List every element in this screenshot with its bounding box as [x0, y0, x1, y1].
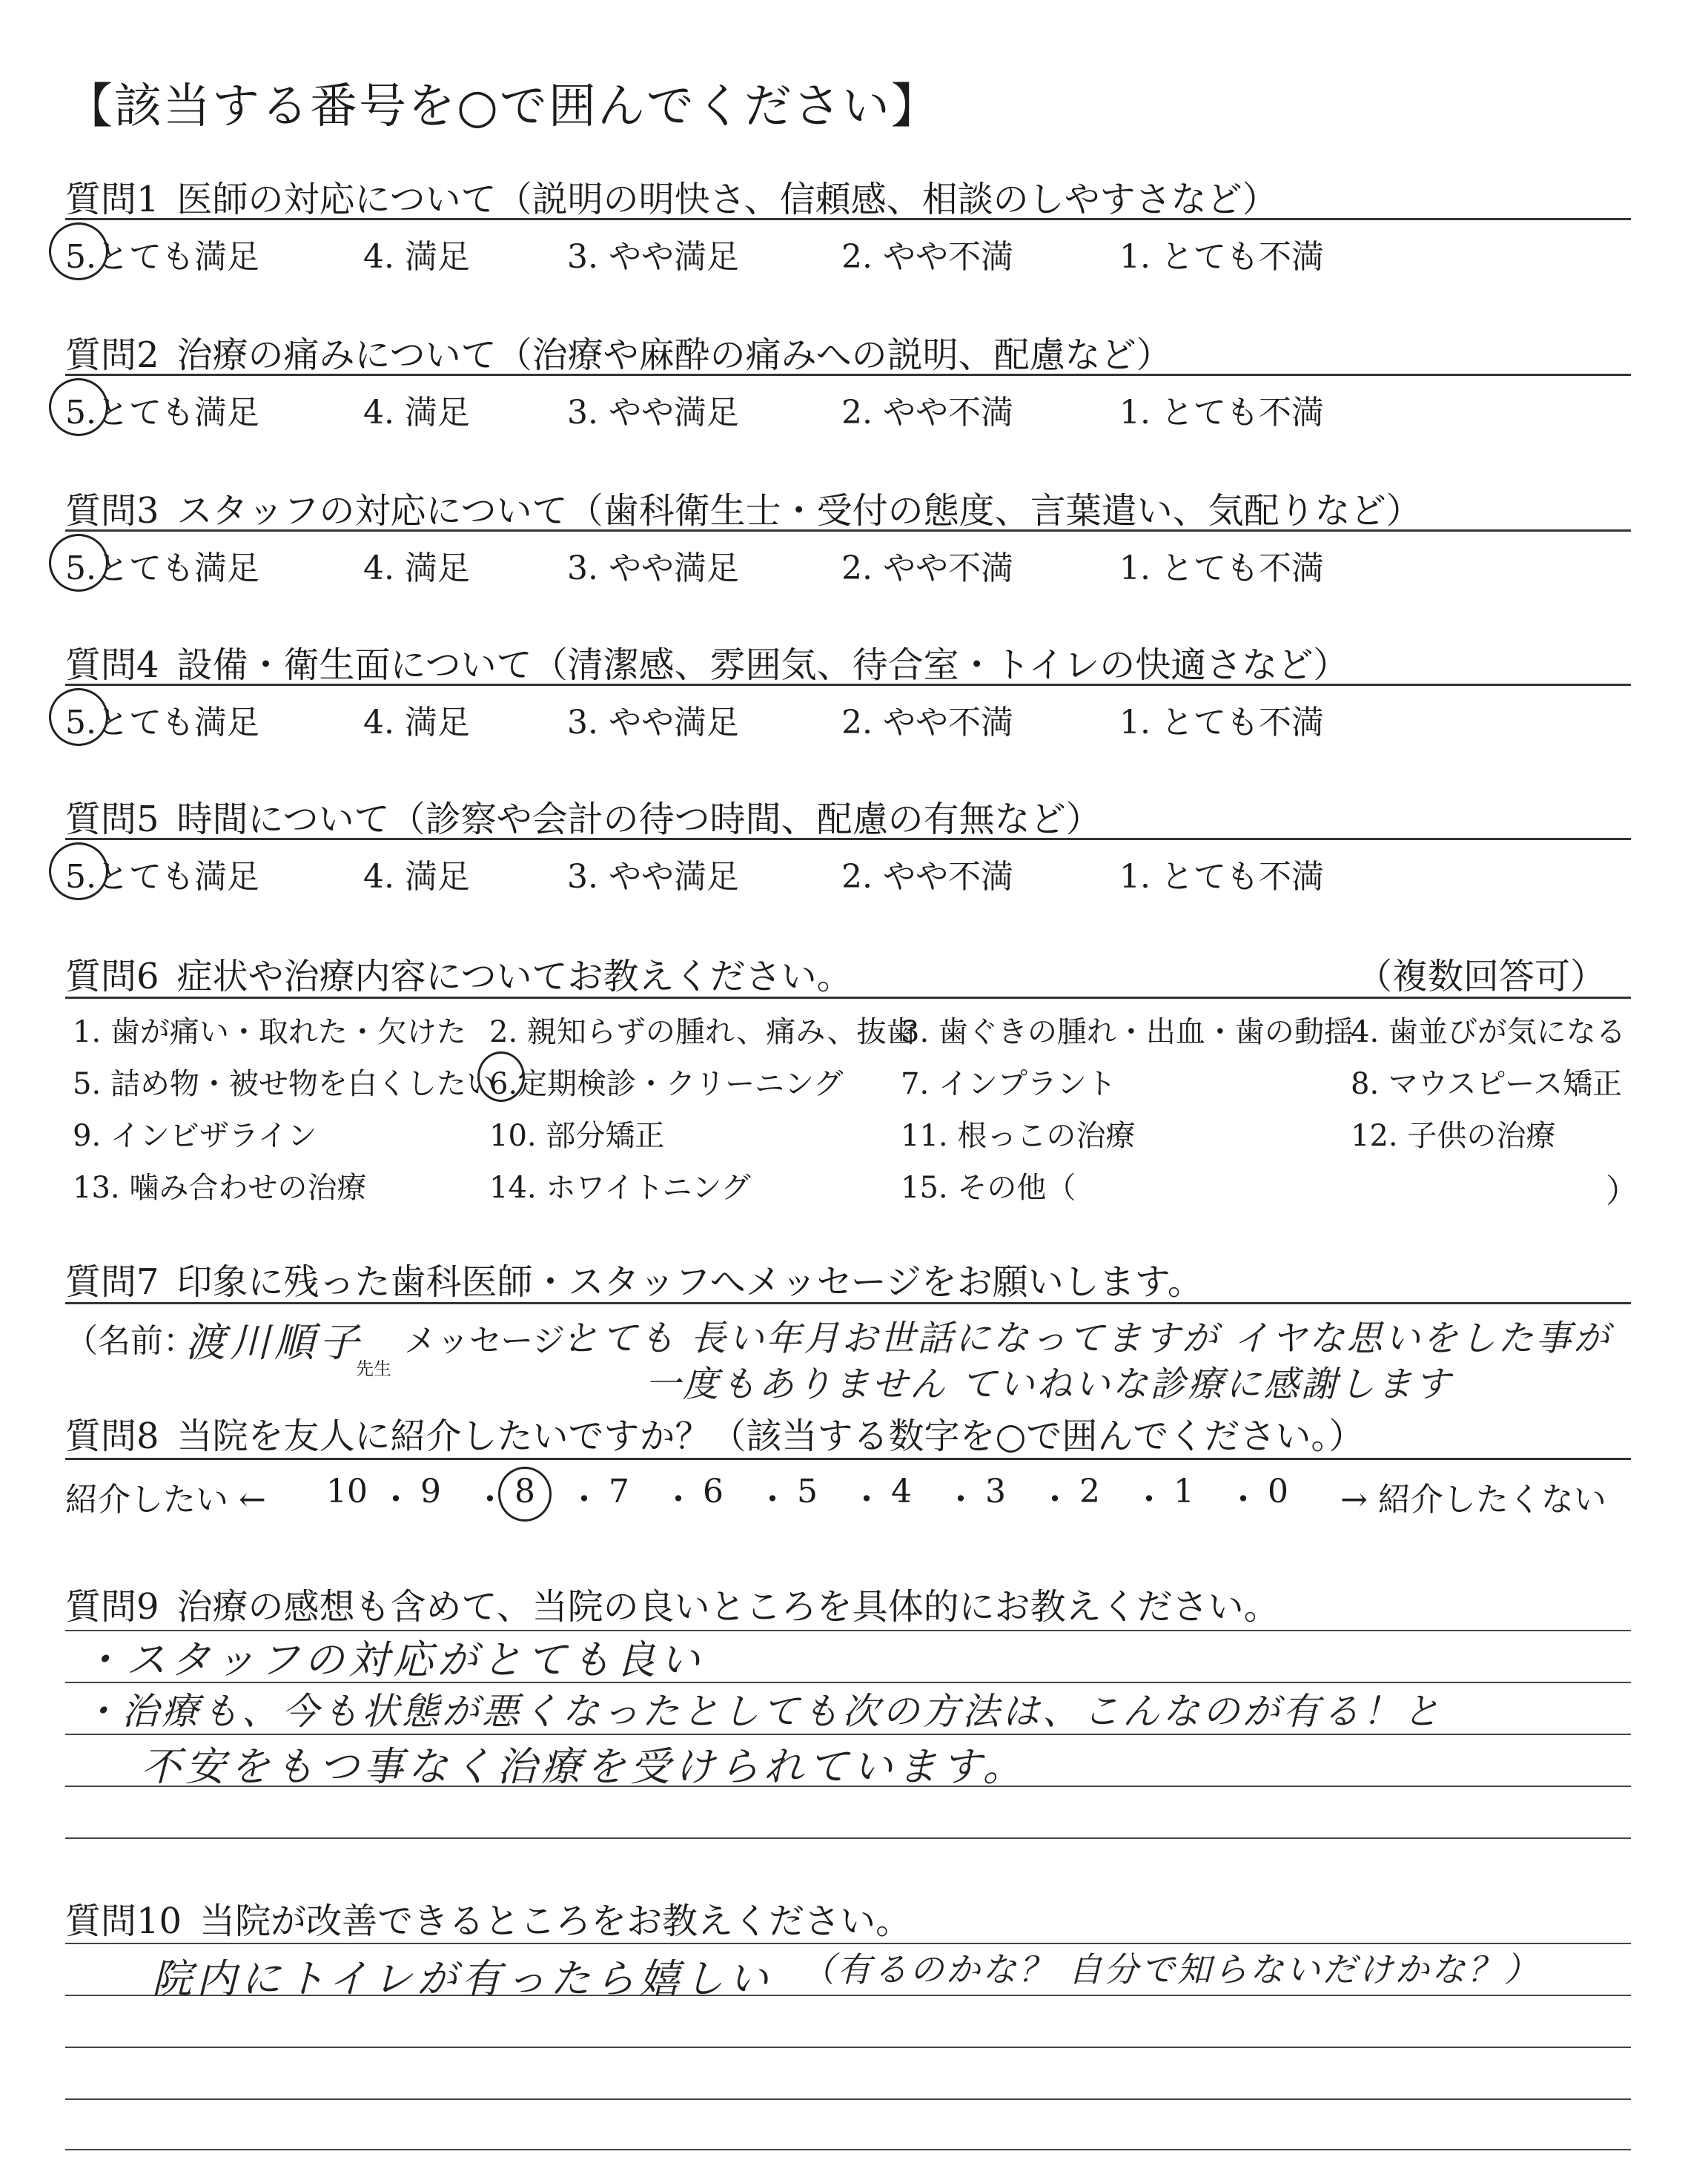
q4-option-2[interactable]: 2. やや不満: [841, 704, 1013, 742]
q2-option-3[interactable]: 3. やや満足: [567, 394, 739, 432]
q5-option-5[interactable]: 5.とても満足: [65, 858, 259, 896]
q3-option-1[interactable]: 1. とても不満: [1119, 549, 1324, 587]
q4-title: 質問4 設備・衛生面について（清潔感、雰囲気、待合室・トイレの快適さなど）: [65, 644, 1349, 686]
q6-item-12[interactable]: 12. 子供の治療: [1351, 1119, 1556, 1153]
q10-answer-main: 院内にトイレが有ったら嬉しい: [152, 1955, 773, 2002]
q5-option-1[interactable]: 1. とても不満: [1119, 858, 1324, 896]
q10-rule-5: [65, 2149, 1631, 2150]
q2-selection-circle: [49, 378, 108, 436]
q8-right-label: → 紹介したくない: [1340, 1481, 1606, 1519]
q8-scale-separator: ・: [380, 1481, 412, 1519]
q6-item-10[interactable]: 10. 部分矯正: [489, 1119, 665, 1153]
q1-option-2[interactable]: 2. やや不満: [841, 238, 1013, 276]
q8-selection-circle: [498, 1467, 552, 1522]
q5-option-3[interactable]: 3. やや満足: [567, 858, 739, 896]
q8-scale-separator: ・: [474, 1481, 506, 1519]
q2-option-4[interactable]: 4. 満足: [363, 394, 470, 432]
q2-rule: [65, 374, 1631, 376]
q1-selection-circle: [49, 222, 108, 280]
q4-option-3[interactable]: 3. やや満足: [567, 704, 739, 742]
q8-scale-10[interactable]: 10: [326, 1473, 368, 1510]
q6-item-9[interactable]: 9. インビザライン: [73, 1119, 317, 1153]
q8-rule: [65, 1458, 1631, 1460]
q8-scale-separator: ・: [662, 1481, 695, 1519]
q3-option-4[interactable]: 4. 満足: [363, 549, 470, 587]
q8-scale-8[interactable]: 8: [514, 1473, 535, 1510]
q4-rule: [65, 684, 1631, 686]
q7-message-label: メッセージ：: [404, 1322, 598, 1360]
q8-scale-9[interactable]: 9: [420, 1473, 441, 1510]
q1-option-5[interactable]: 5.とても満足: [65, 238, 259, 276]
q6-item-11[interactable]: 11. 根っこの治療: [901, 1119, 1136, 1153]
q6-item-14[interactable]: 14. ホワイトニング: [489, 1171, 751, 1205]
q10-rule-3: [65, 2047, 1631, 2048]
q8-scale-separator: ・: [944, 1481, 977, 1519]
q2-title: 質問2 治療の痛みについて（治療や麻酔の痛みへの説明、配慮など）: [65, 334, 1172, 376]
q8-scale-2[interactable]: 2: [1079, 1473, 1100, 1510]
q8-scale-separator: ・: [756, 1481, 789, 1519]
q1-rule: [65, 218, 1631, 220]
q6-rule: [65, 997, 1631, 999]
q6-item-5[interactable]: 5. 詰め物・被せ物を白くしたい: [73, 1067, 496, 1101]
q9-title: 質問9 治療の感想も含めて、当院の良いところを具体的にお教えください。: [65, 1586, 1280, 1628]
q9-answer-line3: 不安をもつ事なく治療を受けられています。: [141, 1743, 1027, 1790]
q8-scale-3[interactable]: 3: [985, 1473, 1006, 1510]
q1-option-3[interactable]: 3. やや満足: [567, 238, 739, 276]
q4-option-1[interactable]: 1. とても不満: [1119, 704, 1324, 742]
q8-scale-7[interactable]: 7: [609, 1473, 629, 1510]
q1-option-1[interactable]: 1. とても不満: [1119, 238, 1324, 276]
q4-option-4[interactable]: 4. 満足: [363, 704, 470, 742]
q3-option-2[interactable]: 2. やや不満: [841, 549, 1013, 587]
q5-selection-circle: [49, 842, 108, 900]
q6-item-8[interactable]: 8. マウスピース矯正: [1351, 1067, 1623, 1101]
q6-note: （複数回答可）: [1357, 956, 1606, 997]
q9-answer-line2: ・治療も、今も状態が悪くなったとしても次の方法は、こんなのが有る！と: [82, 1690, 1443, 1733]
q5-rule: [65, 838, 1631, 840]
q7-rule: [65, 1302, 1631, 1304]
q8-scale-separator: ・: [1133, 1481, 1165, 1519]
q8-scale-1[interactable]: 1: [1174, 1473, 1194, 1510]
page-header: 【該当する番号を○で囲んでください】: [65, 79, 940, 134]
q9-answer-line1: ・スタッフの対応がとても良い: [82, 1636, 704, 1683]
q7-name-label: （名前：: [65, 1322, 196, 1360]
q8-scale-0[interactable]: 0: [1268, 1473, 1288, 1510]
q7-message-line1: とても 長い年月お世話になってますが イヤな思いをした事が: [563, 1318, 1612, 1359]
q8-scale-separator: ・: [1039, 1481, 1071, 1519]
q5-option-2[interactable]: 2. やや不満: [841, 858, 1013, 896]
q3-option-3[interactable]: 3. やや満足: [567, 549, 739, 587]
q8-scale-separator: ・: [1227, 1481, 1260, 1519]
q3-rule: [65, 529, 1631, 532]
q6-title: 質問6 症状や治療内容についてお教えください。: [65, 956, 853, 997]
q5-title: 質問5 時間について（診察や会計の待つ時間、配慮の有無など）: [65, 799, 1102, 840]
q6-item-2[interactable]: 2. 親知らずの腫れ、痛み、抜歯: [489, 1015, 916, 1049]
q10-title: 質問10 当院が改善できるところをお教えください。: [65, 1900, 912, 1942]
q4-option-5[interactable]: 5.とても満足: [65, 704, 259, 742]
q10-rule-4: [65, 2098, 1631, 2100]
q6-item-13[interactable]: 13. 噛み合わせの治療: [73, 1171, 367, 1205]
q8-left-label: 紹介したい ←: [65, 1481, 266, 1519]
q7-name-value: 渡川順子: [185, 1319, 363, 1366]
q10-answer-aside: （有るのかな？ 自分で知らないだけかな？）: [801, 1949, 1540, 1989]
q8-scale-6[interactable]: 6: [703, 1473, 724, 1510]
q6-item-15[interactable]: 15. その他（: [901, 1171, 1076, 1205]
q3-title: 質問3 スタッフの対応について（歯科衛生士・受付の態度、言葉遣い、気配りなど）: [65, 490, 1422, 532]
q8-title: 質問8 当院を友人に紹介したいですか？（該当する数字を○で囲んでください。）: [65, 1416, 1365, 1457]
q6-item-4[interactable]: 4. 歯並びが気になる: [1351, 1015, 1626, 1049]
q4-selection-circle: [49, 688, 108, 746]
q8-scale-4[interactable]: 4: [891, 1473, 912, 1510]
q2-option-2[interactable]: 2. やや不満: [841, 394, 1013, 432]
q6-item-6[interactable]: 6.定期検診・クリーニング: [489, 1067, 844, 1101]
q2-option-5[interactable]: 5.とても満足: [65, 394, 259, 432]
q2-option-1[interactable]: 1. とても不満: [1119, 394, 1324, 432]
q6-item-3[interactable]: 3. 歯ぐきの腫れ・出血・歯の動揺: [901, 1015, 1354, 1049]
q6-item-1[interactable]: 1. 歯が痛い・取れた・欠けた: [73, 1015, 466, 1049]
q7-name-suffix: 先生: [356, 1358, 391, 1379]
q5-option-4[interactable]: 4. 満足: [363, 858, 470, 896]
q7-message-line2: 一度もありません ていねいな診療に感謝します: [645, 1364, 1453, 1405]
q6-other-close: ）: [1606, 1172, 1638, 1210]
q6-selection-circle: [477, 1051, 525, 1102]
q6-item-7[interactable]: 7. インプラント: [901, 1067, 1116, 1101]
q1-title: 質問1 医師の対応について（説明の明快さ、信頼感、相談のしやすさなど）: [65, 179, 1278, 220]
q9-rule-5: [65, 1837, 1631, 1839]
q3-selection-circle: [49, 534, 108, 592]
q8-scale-separator: ・: [850, 1481, 883, 1519]
q7-title: 質問7 印象に残った歯科医師・スタッフへメッセージをお願いします。: [65, 1261, 1203, 1303]
q8-scale-5[interactable]: 5: [797, 1473, 818, 1510]
q8-scale-separator: ・: [568, 1481, 600, 1519]
q3-option-5[interactable]: 5.とても満足: [65, 549, 259, 587]
q1-option-4[interactable]: 4. 満足: [363, 238, 470, 276]
